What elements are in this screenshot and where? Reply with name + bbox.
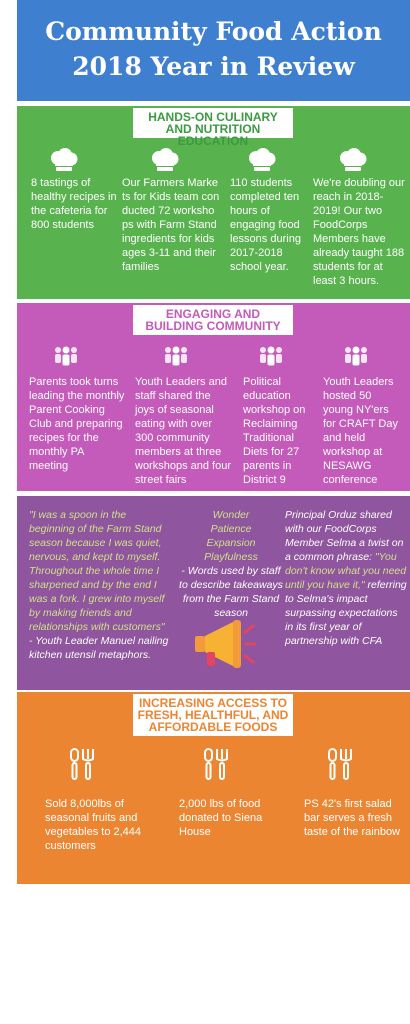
people-group-icon [163,345,189,367]
culinary-item: 8 tastings of healthy recipes in the cafeteria for 800 students [31,177,117,231]
culinary-item: We're doubling our reach in 2018-2019! Our two FoodCorps Members have already taught 188 students for at least 3 hours. [313,177,405,287]
word: Patience [210,523,252,535]
access-item: 2,000 lbs of food donated to Siena House [179,798,263,838]
people-group-icon [258,345,284,367]
header-banner [17,0,410,101]
chef-hat-icon [338,148,368,172]
principal-phrase: "You don't know what you need until you have it," [285,551,407,591]
culinary-section [17,106,410,299]
word: Playfulness [204,551,258,563]
access-section [17,692,410,884]
utensils-icon [327,747,353,781]
staff-words [177,508,285,620]
words-caption: - Words used by staff to describe takeaways from the Farm Stand season [179,565,283,619]
community-item: Parents took turns leading the monthly Parent Cooking Club and preparing recipes for the monthly PA meeting [29,376,125,472]
people-group-icon [343,345,369,367]
culinary-heading: HANDS-ON CULINARY AND NUTRITION EDUCATION [133,108,293,138]
community-item: Youth Leaders and staff shared the joys of seasonal eating with over 300 community members at three workshops and four street fairs [135,376,231,486]
community-item: Political education workshop on Reclaiming Traditional Diets for 27 parents in District 9 [243,376,306,486]
word: Expansion [206,537,256,549]
community-item: Youth Leaders hosted 50 young NY'ers for CRAFT Day and held workshop at NESAWG conference [323,376,398,486]
utensils-icon [203,747,229,781]
community-heading: ENGAGING AND BUILDING COMMUNITY [133,305,293,335]
community-section [17,303,410,491]
chef-hat-icon [247,148,277,172]
megaphone-icon [193,618,257,676]
youth-leader-quote [29,508,173,662]
title-line-1: Community Food Action [45,17,382,46]
access-item: Sold 8,000lbs of seasonal fruits and vegetables to 2,444 customers [45,798,142,852]
chef-hat-icon [150,148,180,172]
quotes-section [17,496,410,690]
chef-hat-icon [49,148,79,172]
culinary-item: 110 students completed ten hours of engaging food lessons during 2017-2018 school year. [230,177,301,273]
principal-quote [285,508,407,648]
quote-text: "I was a spoon in the beginning of the Farm Stand season because I was quiet, nervous, and kept to myself. Throughout the whole time I sharpened and by the end I was a fork. I grew into myself by making friends and relationships with customers" [29,509,165,633]
culinary-item: Our Farmers Markets for Kids team conducted 72 workshops with Farm Stand ingredients for kids ages 3-11 and their families [122,177,220,273]
utensils-icon [69,747,95,781]
access-item: PS 42's first salad bar serves a fresh taste of the rainbow [304,798,401,838]
quote-attribution: - Youth Leader Manuel nailing kitchen utensil metaphors. [29,635,169,661]
word: Wonder [212,509,250,521]
people-group-icon [53,345,79,367]
access-heading: INCREASING ACCESS TO FRESH, HEALTHFUL, AND AFFORDABLE FOODS [133,694,293,736]
principal-intro: Principal Orduz shared with our FoodCorps Member Selma a twist on a common phrase: [285,509,404,563]
title-line-2: 2018 Year in Review [72,52,355,81]
principal-rest: referring to Selma's impact surpassing expectations in its first year of partnership with CFA [285,579,407,647]
